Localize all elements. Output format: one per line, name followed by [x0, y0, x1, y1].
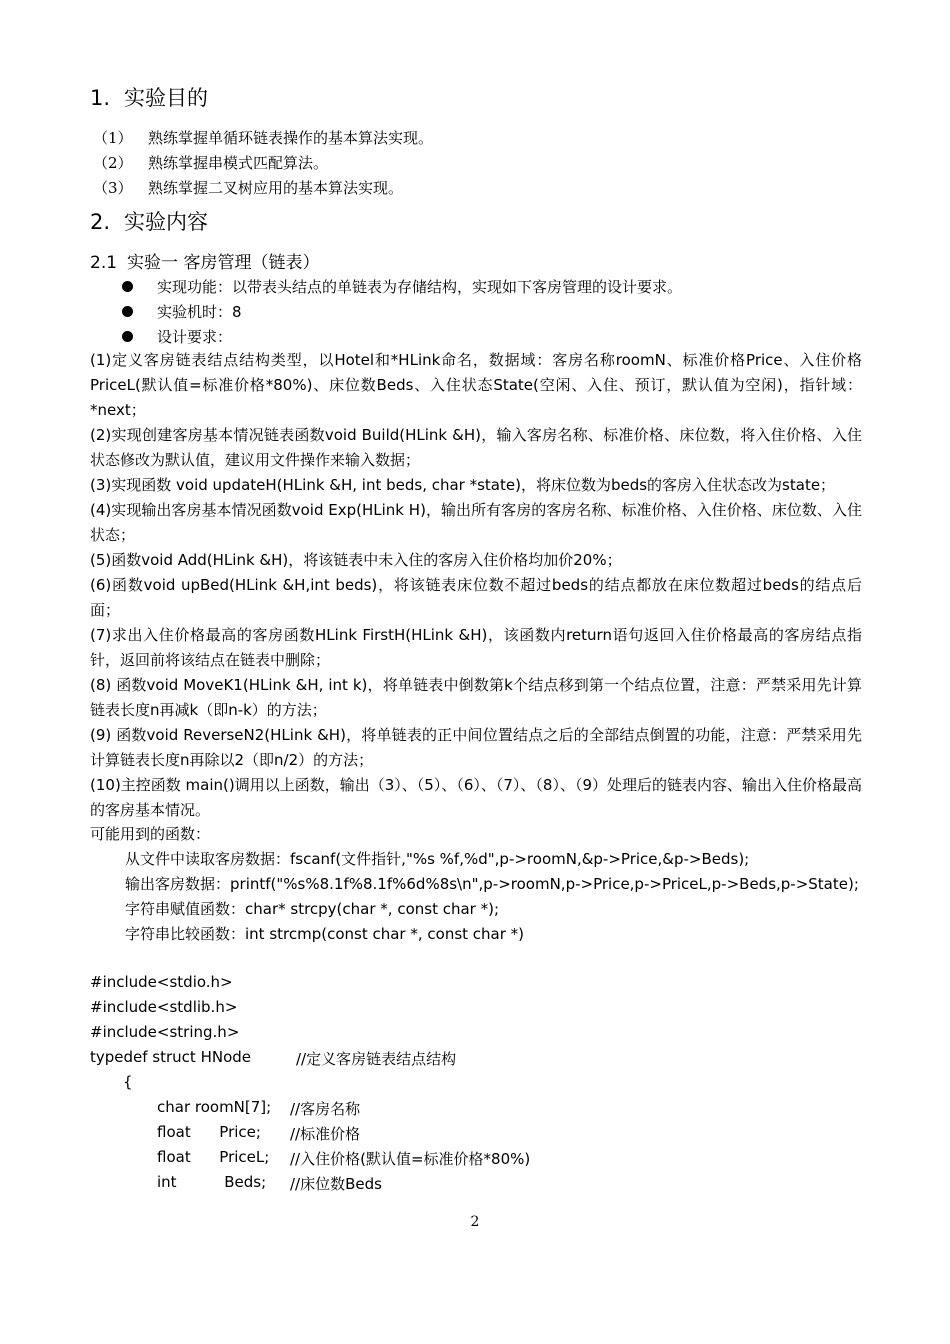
code-include-stdlib: #include<stdlib.h> [90, 998, 238, 1016]
objective-item: （1） 熟练掌握单循环链表操作的基本算法实现。 [93, 129, 434, 147]
code-field-decl: int Beds; [157, 1173, 267, 1191]
function-line: 输出客房数据：printf("%s%8.1f%8.1f%6d%8s\n",p->roomN,p->Price,p->PriceL,p->Beds,p->State); [125, 875, 859, 893]
bullet-icon [122, 331, 133, 342]
code-comment: //标准价格 [290, 1125, 361, 1143]
bullet-item: 实验机时：8 [122, 301, 242, 322]
section-number: 2. [90, 210, 111, 234]
requirement-7: (7)求出入住价格最高的客房函数HLink FirstH(HLink &H)，该函数内return语句返回入住价格最高的客房结点指针，返回前将该结点在链表中删除； [90, 626, 862, 669]
code-field-decl: char roomN[7]; [157, 1098, 272, 1116]
requirement-6: (6)函数void upBed(HLink &H,int beds)，将该链表床位数不超过beds的结点都放在床位数超过beds的结点后面； [90, 576, 862, 619]
requirement-8: (8) 函数void MoveK1(HLink &H, int k)，将单链表中倒数第k个结点移到第一个结点位置，注意：严禁采用先计算链表长度n再减k（即n-k）的方法； [90, 676, 862, 719]
bullet-item: 设计要求： [122, 326, 232, 347]
subsection-heading [90, 248, 319, 273]
functions-title: 可能用到的函数： [90, 825, 211, 843]
requirement-2: (2)实现创建客房基本情况链表函数void Build(HLink &H)，输入客房名称、标准价格、床位数，将入住价格、入住状态修改为默认值，建议用文件操作来输入数据； [90, 426, 862, 469]
subsection-title: 实验一 客房管理（链表） [127, 253, 320, 273]
section-heading-content [90, 206, 208, 236]
code-typedef: typedef struct HNode [90, 1048, 252, 1066]
requirement-1: (1)定义客房链表结点结构类型，以Hotel和*HLink命名，数据域：客房名称roomN、标准价格Price、入住价格PriceL(默认值=标准价格*80%)、床位数Beds、入住状态State(空闲、入住、预订，默认值为空闲)，指针域：*next； [90, 351, 862, 419]
code-comment: //定义客房链表结点结构 [296, 1050, 457, 1068]
requirement-9: (9) 函数void ReverseN2(HLink &H)，将单链表的正中间位置结点之后的全部结点倒置的功能，注意：严禁采用先计算链表长度n再除以2（即n/2）的方法； [90, 726, 862, 769]
section-number: 1. [90, 86, 111, 110]
requirement-4: (4)实现输出客房基本情况函数void Exp(HLink H)，输出所有客房的客房名称、标准价格、入住价格、床位数、入住状态； [90, 501, 862, 544]
objective-item: （3） 熟练掌握二叉树应用的基本算法实现。 [93, 179, 404, 197]
section-heading-objectives [90, 82, 208, 112]
code-comment: //客房名称 [290, 1100, 361, 1118]
section-title: 实验目的 [124, 86, 208, 110]
code-include-string: #include<string.h> [90, 1023, 240, 1041]
code-field-decl: float PriceL; [157, 1148, 270, 1166]
function-line: 字符串比较函数：int strcmp(const char *, const char *) [125, 925, 525, 943]
code-comment: //床位数Beds [290, 1175, 382, 1193]
objective-item: （2） 熟练掌握串模式匹配算法。 [93, 154, 329, 172]
bullet-icon [122, 306, 133, 317]
bullet-icon [122, 281, 133, 292]
code-field-decl: float Price; [157, 1123, 261, 1141]
code-brace: { [123, 1073, 133, 1091]
code-include-stdio: #include<stdio.h> [90, 973, 233, 991]
function-line: 从文件中读取客房数据：fscanf(文件指针,"%s %f,%d",p->roomN,&p->Price,&p->Beds); [125, 850, 750, 868]
section-title: 实验内容 [124, 210, 208, 234]
function-line: 字符串赋值函数：char* strcpy(char *, const char *); [125, 900, 500, 918]
requirement-10: (10)主控函数 main()调用以上函数，输出（3）、（5）、（6）、（7）、（8）、（9）处理后的链表内容、输出入住价格最高的客房基本情况。 [90, 776, 863, 819]
requirement-5: (5)函数void Add(HLink &H)，将该链表中未入住的客房入住价格均加价20%； [90, 551, 622, 569]
page-number: 2 [470, 1214, 480, 1230]
code-comment: //入住价格(默认值=标准价格*80%) [290, 1150, 531, 1168]
requirement-3: (3)实现函数 void updateH(HLink &H, int beds, char *state)，将床位数为beds的客房入住状态改为state； [90, 476, 836, 494]
subsection-number: 2.1 [90, 253, 118, 273]
bullet-item: 实现功能：以带表头结点的单链表为存储结构，实现如下客房管理的设计要求。 [122, 276, 682, 297]
